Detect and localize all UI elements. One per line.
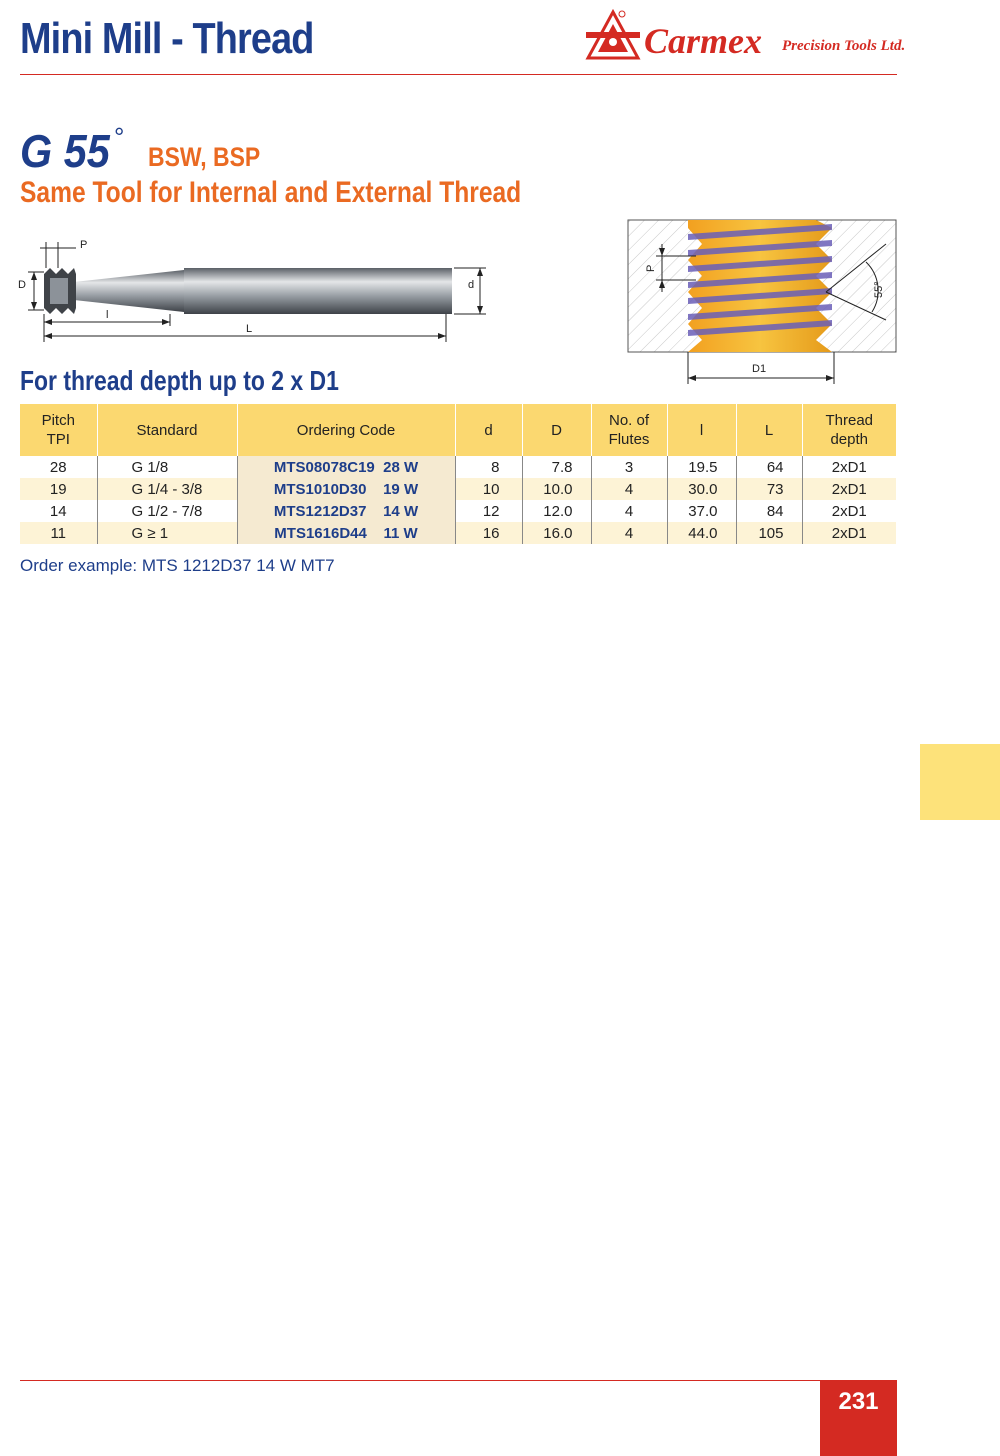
tool-subtitle: Same Tool for Internal and External Thread <box>20 176 522 209</box>
tool-dimension-diagram <box>14 234 494 344</box>
header-rule <box>20 74 897 75</box>
cell-standard: G ≥ 1 <box>97 522 237 544</box>
cell-L: 84 <box>736 500 802 522</box>
col-standard: Standard <box>97 404 237 456</box>
cell-standard: G 1/8 <box>97 456 237 478</box>
order-example: Order example: MTS 1212D37 14 W MT7 <box>20 556 335 575</box>
cell-l: 44.0 <box>667 522 736 544</box>
cell-l: 37.0 <box>667 500 736 522</box>
carmex-logo <box>584 8 904 64</box>
table-header-row <box>20 404 896 456</box>
thread-tool <box>688 220 832 352</box>
cell-D: 16.0 <box>522 522 591 544</box>
cell-pitch: 14 <box>20 500 97 522</box>
table-row <box>20 500 896 522</box>
table-row <box>20 522 896 544</box>
thread-label-p: P <box>645 264 657 272</box>
section-side-tab <box>920 744 1000 820</box>
thread-label-d1: D1 <box>752 363 767 375</box>
table-row <box>20 456 896 478</box>
cell-d: 12 <box>455 500 522 522</box>
col-D: D <box>522 404 591 456</box>
footer-rule <box>20 1380 820 1381</box>
cell-d: 10 <box>455 478 522 500</box>
cell-pitch: 28 <box>20 456 97 478</box>
tool-neck <box>74 270 184 312</box>
col-pitch: Pitch TPI <box>20 404 97 456</box>
col-l: l <box>667 404 736 456</box>
cell-standard: G 1/4 - 3/8 <box>97 478 237 500</box>
col-flutes: No. of Flutes <box>591 404 667 456</box>
brand-subtitle: Precision Tools Ltd. <box>782 38 906 54</box>
col-L: L <box>736 404 802 456</box>
cell-flutes: 3 <box>591 456 667 478</box>
cell-l: 19.5 <box>667 456 736 478</box>
cell-d: 8 <box>455 456 522 478</box>
page-number-box <box>820 1380 897 1456</box>
thread-angle-label: 55° <box>873 281 885 298</box>
label-d: d <box>468 279 475 291</box>
ordering-table <box>20 404 896 544</box>
thread-profile: G 55 <box>20 125 110 177</box>
tool-cutting-head <box>44 268 76 314</box>
cell-flutes: 4 <box>591 478 667 500</box>
depth-heading: For thread depth up to 2 x D1 <box>20 365 339 396</box>
cell-thread-depth: 2xD1 <box>802 500 896 522</box>
cell-L: 73 <box>736 478 802 500</box>
cell-pitch: 19 <box>20 478 97 500</box>
label-l: l <box>106 309 109 321</box>
cell-ordering-code: MTS1212D37 14 W <box>237 500 455 522</box>
col-thread-depth: Thread depth <box>802 404 896 456</box>
degree-sign: ° <box>114 122 125 152</box>
thread-profile-diagram <box>620 216 904 386</box>
label-L: L <box>246 323 253 335</box>
cell-L: 64 <box>736 456 802 478</box>
col-d: d <box>455 404 522 456</box>
cell-pitch: 11 <box>20 522 97 544</box>
cell-D: 10.0 <box>522 478 591 500</box>
cell-ordering-code: MTS08078C19 28 W <box>237 456 455 478</box>
cell-thread-depth: 2xD1 <box>802 456 896 478</box>
page-number: 231 <box>838 1388 879 1415</box>
cell-thread-depth: 2xD1 <box>802 478 896 500</box>
cell-D: 7.8 <box>522 456 591 478</box>
brand-name: Carmex <box>644 21 763 61</box>
table-row <box>20 478 896 500</box>
label-p: P <box>80 239 88 251</box>
cell-l: 30.0 <box>667 478 736 500</box>
cell-flutes: 4 <box>591 500 667 522</box>
label-D: D <box>18 279 26 291</box>
page-title: Mini Mill - Thread <box>20 14 314 63</box>
cell-flutes: 4 <box>591 522 667 544</box>
carmex-emblem-icon <box>584 8 642 62</box>
cell-D: 12.0 <box>522 500 591 522</box>
tool-shank <box>184 268 452 314</box>
thread-standards: BSW, BSP <box>148 142 261 172</box>
col-ordering-code: Ordering Code <box>237 404 455 456</box>
cell-standard: G 1/2 - 7/8 <box>97 500 237 522</box>
cell-thread-depth: 2xD1 <box>802 522 896 544</box>
cell-ordering-code: MTS1010D30 19 W <box>237 478 455 500</box>
cell-d: 16 <box>455 522 522 544</box>
cell-ordering-code: MTS1616D44 11 W <box>237 522 455 544</box>
cell-L: 105 <box>736 522 802 544</box>
